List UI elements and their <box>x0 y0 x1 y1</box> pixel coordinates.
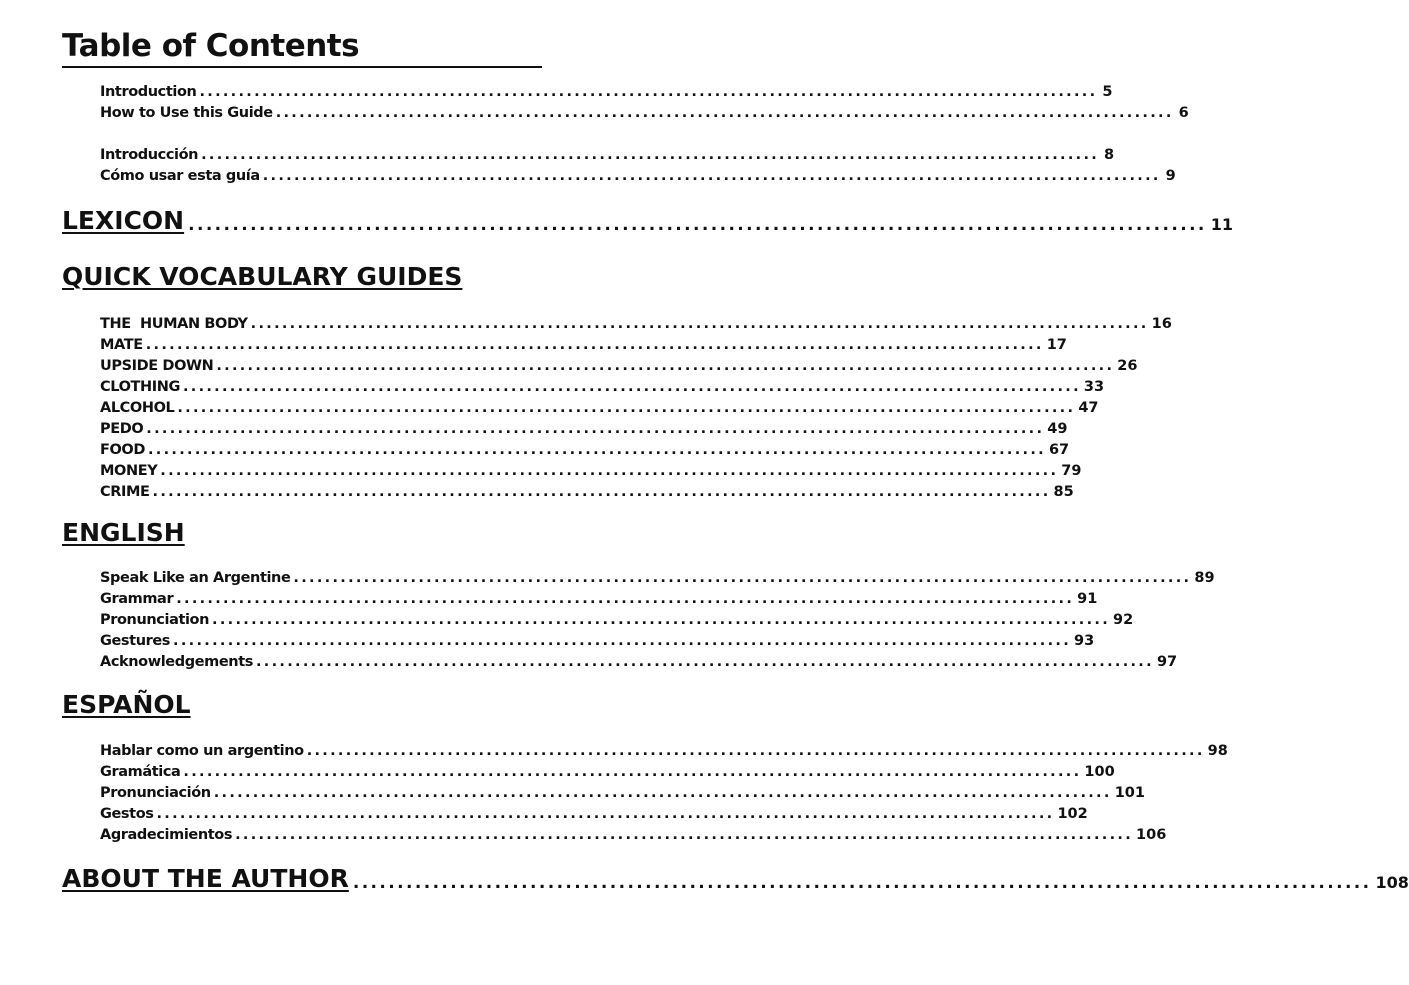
toc-entry-como-usar[interactable]: Cómo usar esta guía ................................................................................................................... 9 <box>100 166 543 187</box>
dot-leader: ................................................................................................................... <box>212 612 1111 628</box>
toc-entry-agradecimientos[interactable]: Agradecimientos ................................................................................................................... 106 <box>100 825 543 846</box>
dot-leader: ................................................................................................................... <box>145 337 1044 353</box>
toc-entry-gramatica[interactable]: Gramática ................................................................................................................... 100 <box>100 762 543 783</box>
page-number: 100 <box>1084 764 1115 780</box>
dot-leader: ................................................................................................................... <box>213 785 1112 801</box>
dot-leader: ................................................................................................................... <box>152 484 1051 500</box>
toc-entry-gestos[interactable]: Gestos ................................................................................................................... 102 <box>100 804 543 825</box>
toc-entry-introduction[interactable]: Introduction ................................................................................................................... 5 <box>100 82 543 103</box>
page-number: 92 <box>1113 612 1134 628</box>
page-number: 89 <box>1194 570 1215 586</box>
espanol-list <box>100 741 1228 846</box>
page-number: 93 <box>1074 633 1095 649</box>
dot-leader: ................................................................................................................... <box>352 873 1372 893</box>
toc-entry-acknowledgements[interactable]: Acknowledgements ................................................................................................................... 97 <box>100 652 543 673</box>
toc-entry-speak-like-argentine[interactable]: Speak Like an Argentine ................................................................................................................... 89 <box>100 568 543 589</box>
dot-leader: ................................................................................................................... <box>201 147 1100 163</box>
dot-leader: ................................................................................................................... <box>235 827 1134 843</box>
toc-section-lexicon[interactable]: LEXICON ................................................................................................................... 11 <box>62 206 1234 235</box>
toc-section-about-author[interactable]: ABOUT THE AUTHOR ................................................................................................................... 108 <box>62 864 1409 893</box>
page-number: 101 <box>1114 785 1145 801</box>
dot-leader: ................................................................................................................... <box>156 806 1055 822</box>
toc-entry-crime[interactable]: CRIME ................................................................................................................... 85 <box>100 482 543 503</box>
toc-entry-alcohol[interactable]: ALCOHOL ................................................................................................................... 47 <box>100 398 543 419</box>
page-number: 9 <box>1165 168 1176 184</box>
dot-leader: ................................................................................................................... <box>148 442 1046 458</box>
intro-spanish-list <box>100 145 1176 187</box>
page-number: 98 <box>1207 743 1228 759</box>
dot-leader: ................................................................................................................... <box>183 764 1082 780</box>
english-list <box>100 568 1215 673</box>
toc-entry-pronunciacion[interactable]: Pronunciación ................................................................................................................... 101 <box>100 783 543 804</box>
dot-leader: ................................................................................................................... <box>146 421 1045 437</box>
toc-entry-how-to-use[interactable]: How to Use this Guide ................................................................................................................... 6 <box>100 103 543 124</box>
toc-entry-introduccion[interactable]: Introducción ................................................................................................................... 8 <box>100 145 543 166</box>
toc-entry-grammar[interactable]: Grammar ................................................................................................................... 91 <box>100 589 543 610</box>
page-number: 17 <box>1046 337 1067 353</box>
page-number: 26 <box>1117 358 1138 374</box>
toc-entry-human-body[interactable]: THE HUMAN BODY ................................................................................................................... 16 <box>100 314 543 335</box>
page-number: 85 <box>1053 484 1074 500</box>
dot-leader: ................................................................................................................... <box>199 84 1098 100</box>
page-number: 47 <box>1078 400 1099 416</box>
page-number: 8 <box>1103 147 1115 163</box>
page-number: 5 <box>1102 84 1113 100</box>
intro-english-list <box>100 82 1189 124</box>
dot-leader: ................................................................................................................... <box>216 358 1115 374</box>
dot-leader: ................................................................................................................... <box>188 215 1207 235</box>
dot-leader: ................................................................................................................... <box>182 379 1081 395</box>
section-quick-vocabulary-heading: QUICK VOCABULARY GUIDES <box>62 262 463 291</box>
toc-entry-pronunciation[interactable]: Pronunciation ................................................................................................................... 92 <box>100 610 543 631</box>
page-number: 102 <box>1057 806 1088 822</box>
dot-leader: ................................................................................................................... <box>176 591 1075 607</box>
toc-entry-mate[interactable]: MATE ................................................................................................................... 17 <box>100 335 543 356</box>
page-number: 11 <box>1210 215 1234 234</box>
page-number: 97 <box>1156 654 1178 670</box>
toc-entry-gestures[interactable]: Gestures ................................................................................................................... 93 <box>100 631 543 652</box>
page-title: Table of Contents <box>62 28 542 68</box>
dot-leader: ................................................................................................................... <box>275 105 1174 121</box>
dot-leader: ................................................................................................................... <box>293 570 1192 586</box>
page-number: 6 <box>1178 105 1189 121</box>
dot-leader: ................................................................................................................... <box>173 633 1072 649</box>
dot-leader: ................................................................................................................... <box>262 168 1161 184</box>
section-espanol-heading: ESPAÑOL <box>62 690 191 719</box>
toc-entry-hablar-como-argentino[interactable]: Hablar como un argentino ................................................................................................................... 98 <box>100 741 543 762</box>
toc-entry-money[interactable]: MONEY ................................................................................................................... 79 <box>100 461 543 482</box>
toc-entry-food[interactable]: FOOD ................................................................................................................... 67 <box>100 440 543 461</box>
dot-leader: ................................................................................................................... <box>306 743 1205 759</box>
dot-leader: ................................................................................................................... <box>177 400 1076 416</box>
quick-vocabulary-list <box>100 314 1172 503</box>
page-number: 79 <box>1061 463 1082 479</box>
page-number: 106 <box>1136 827 1167 843</box>
toc-entry-upside-down[interactable]: UPSIDE DOWN ................................................................................................................... 26 <box>100 356 543 377</box>
dot-leader: ................................................................................................................... <box>255 654 1154 670</box>
toc-entry-pedo[interactable]: PEDO ................................................................................................................... 49 <box>100 419 543 440</box>
page-number: 91 <box>1077 591 1098 607</box>
page-number: 49 <box>1047 421 1068 437</box>
dot-leader: ................................................................................................................... <box>250 316 1149 332</box>
section-english-heading: ENGLISH <box>62 518 185 547</box>
dot-leader: ................................................................................................................... <box>160 463 1059 479</box>
page-number: 67 <box>1048 442 1070 458</box>
toc-entry-clothing[interactable]: CLOTHING ................................................................................................................... 33 <box>100 377 543 398</box>
page-number: 16 <box>1151 316 1172 332</box>
page-number: 108 <box>1375 873 1409 892</box>
page-number: 33 <box>1083 379 1105 395</box>
